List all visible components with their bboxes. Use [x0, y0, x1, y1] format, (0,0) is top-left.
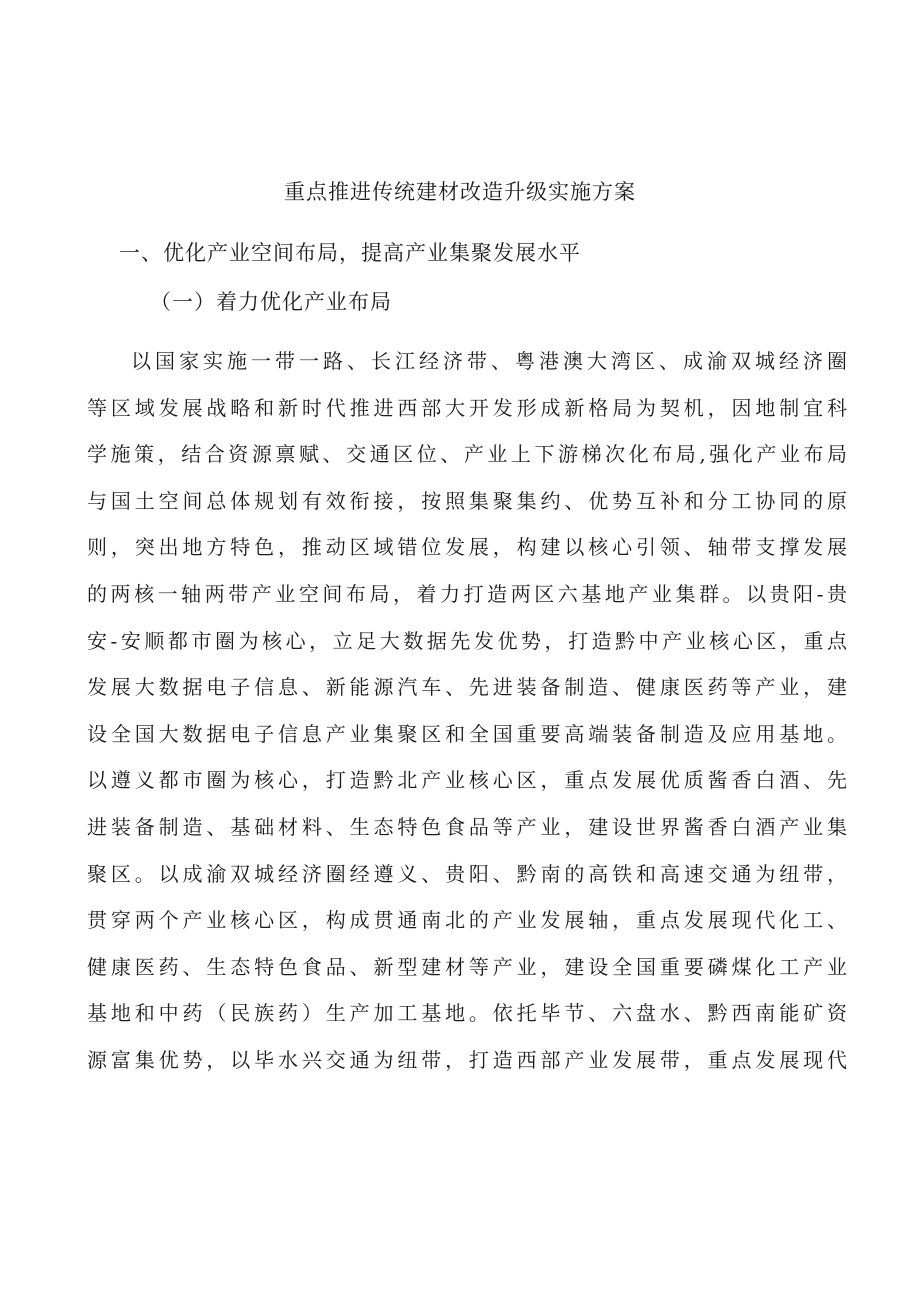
- section-heading: 一、优化产业空间布局，提高产业集聚发展水平: [119, 241, 581, 265]
- paragraph-line-8: 发展大数据电子信息、新能源汽车、先进装备制造、健康医药等产业，建: [87, 675, 847, 700]
- body-paragraph: [87, 338, 847, 1084]
- paragraph-line-10: 以遵义都市圈为核心，打造黔北产业核心区，重点发展优质酱香白酒、先: [87, 768, 847, 793]
- paragraph-line-1: 以国家实施一带一路、长江经济带、粤港澳大湾区、成渝双城经济圈: [131, 349, 847, 373]
- paragraph-line-2: 等区域发展战略和新时代推进西部大开发形成新格局为契机，因地制宜科: [87, 395, 847, 420]
- paragraph-line-13: 贯穿两个产业核心区，构成贯通南北的产业发展轴，重点发展现代化工、: [87, 908, 847, 933]
- paragraph-line-16: 源富集优势，以毕水兴交通为纽带，打造西部产业发展带，重点发展现代: [87, 1047, 847, 1072]
- paragraph-line-3: 学施策，结合资源禀赋、交通区位、产业上下游梯次化布局,强化产业布局: [87, 442, 847, 467]
- document-title: 重点推进传统建材改造升级实施方案: [284, 180, 636, 204]
- paragraph-line-9: 设全国大数据电子信息产业集聚区和全国重要高端装备制造及应用基地。: [87, 721, 847, 746]
- paragraph-line-15: 基地和中药（民族药）生产加工基地。依托毕节、六盘水、黔西南能矿资: [87, 1001, 847, 1026]
- paragraph-line-11: 进装备制造、基础材料、生态特色食品等产业，建设世界酱香白酒产业集: [87, 814, 847, 839]
- paragraph-line-7: 安-安顺都市圈为核心，立足大数据先发优势，打造黔中产业核心区，重点: [87, 628, 847, 653]
- paragraph-line-14: 健康医药、生态特色食品、新型建材等产业，建设全国重要磷煤化工产业: [87, 954, 847, 979]
- paragraph-line-12: 聚区。以成渝双城经济圈经遵义、贵阳、黔南的高铁和高速交通为纽带，: [87, 861, 847, 886]
- paragraph-line-5: 则，突出地方特色，推动区域错位发展，构建以核心引领、轴带支撑发展: [87, 535, 847, 560]
- subsection-heading: （一）着力优化产业布局: [150, 290, 392, 314]
- paragraph-line-4: 与国土空间总体规划有效衔接，按照集聚集约、优势互补和分工协同的原: [87, 488, 847, 513]
- paragraph-line-6: 的两核一轴两带产业空间布局，着力打造两区六基地产业集群。以贵阳-贵: [87, 581, 847, 606]
